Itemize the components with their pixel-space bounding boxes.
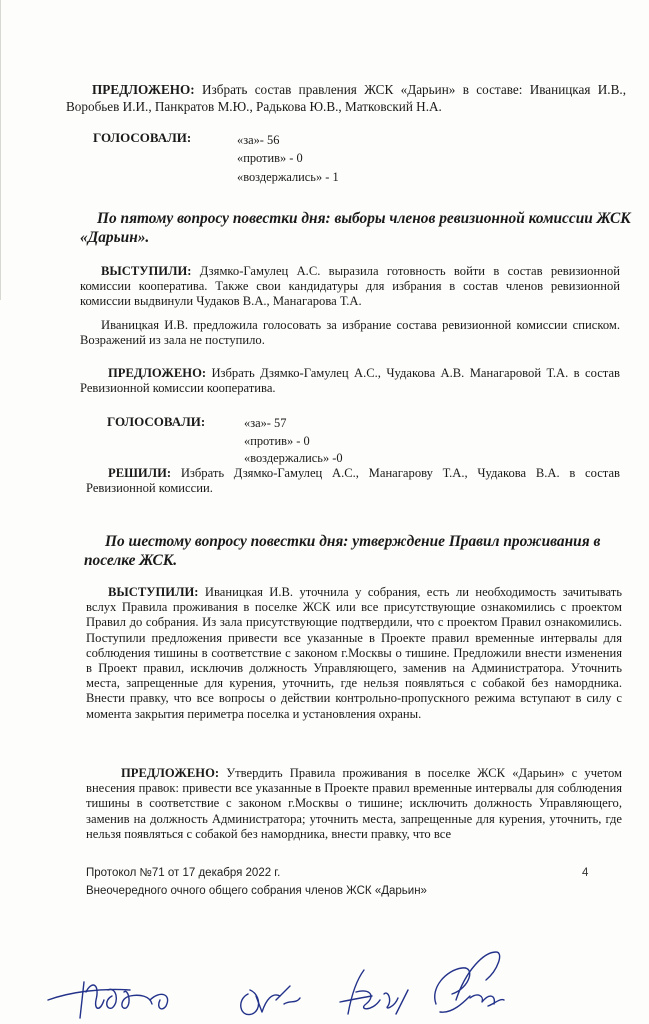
signatures xyxy=(0,930,649,1024)
speakers-paragraph-5 xyxy=(80,264,620,310)
vote-abstained: «воздержались» - 1 xyxy=(237,170,339,184)
speakers-label: ВЫСТУПИЛИ: xyxy=(108,585,199,599)
speakers-text: Дзямко-Гамулец А.С. выразила готовность войти в состав ревизионной комиссии кооператива. Также свои кандидатуры для избрания в состав членов ревизионной комиссии выдвинули Чудаков В.А., Манагарова Т.А. xyxy=(80,264,620,309)
footer-meeting-line: Внеочередного очного общего собрания членов ЖСК «Дарьин» xyxy=(86,885,427,897)
signature-4 xyxy=(435,952,504,1012)
speakers-text: Иваницкая И.В. уточнила у собрания, есть ли необходимость зачитывать вслух Правила проживания в поселке ЖСК или все присутствующие ознакомились с проектом Правил до собрания. Из зала присутствующие подтвердили, что с проектом Правил ознакомились. Поступили предложения привести все указанные в Проекте правил временные интервалы для соблюдения тишины в соответствие с законом г.Москвы о тишине. Предложили внести изменения в Проект правил, исключив должность Управляющего, заменив на Администратора. Уточнить места, запрещенные для курения, уточнить, где нельзя появляться с собакой без намордника. Внести правку, что все вопросы о действии контрольно-пропускного режима вступают в силу с момента закрытия периметра поселка и установления охраны. xyxy=(86,585,623,721)
vote-label: ГОЛОСОВАЛИ: xyxy=(107,414,206,429)
speakers-paragraph-6 xyxy=(86,585,622,722)
signature-1 xyxy=(48,982,168,1018)
proposal-rules-paragraph xyxy=(86,766,622,842)
proposal-text: Избрать Дзямко-Гамулец А.С., Чудакова А.В. Манагаровой Т.А. в состав Ревизионной комиссии кооператива. xyxy=(80,366,620,396)
proposal-text: Утвердить Правила проживания в поселке ЖСК «Дарьин» с учетом внесения правок: привести все указанные в Проекте правил временные интервалы для соблюдения тишины в соответствие с законом г.Москвы о тишине; исключить должность Управляющего, заменив на должность Администратора; уточнить места, запрещенные для курения, уточнить, где нельзя появляться с собакой без намордника, внести правку, что все xyxy=(86,766,622,841)
agenda-item-6-heading: По шестому вопросу повестки дня: утверждение Правил проживания в поселке ЖСК. xyxy=(84,533,601,569)
resolution-label: РЕШИЛИ: xyxy=(108,466,172,480)
agenda-item-5-heading: По пятому вопросу повестки дня: выборы членов ревизионной комиссии ЖСК «Дарьин». xyxy=(80,210,631,246)
vote-abstained: «воздержались» -0 xyxy=(244,451,343,465)
vote-against: «против» - 0 xyxy=(244,434,310,448)
proposal-board-paragraph xyxy=(66,81,626,115)
proposal-audit-paragraph xyxy=(80,366,620,396)
proposal-label: ПРЕДЛОЖЕНО: xyxy=(92,82,195,97)
proposal-label: ПРЕДЛОЖЕНО: xyxy=(121,766,220,780)
resolution-text: Избрать Дзямко-Гамулец А.С., Манагарову Т.А., Чудакова В.А. в состав Ревизионной комиссии. xyxy=(86,466,620,496)
signature-2 xyxy=(241,986,300,1015)
page-edge xyxy=(0,0,11,300)
proposal-text: Избрать состав правления ЖСК «Дарьин» в составе: Иваницкая И.В., Воробьев И.И., Панкратов М.Ю., Радькова Ю.В., Матковский Н.А. xyxy=(66,82,626,114)
footer-protocol-line: Протокол №71 от 17 декабря 2022 г. xyxy=(86,867,281,879)
resolution-audit-paragraph xyxy=(86,466,620,496)
page-number: 4 xyxy=(582,867,589,879)
proposal-label: ПРЕДЛОЖЕНО: xyxy=(108,366,207,380)
vote-for: «за»- 57 xyxy=(244,416,287,430)
speakers-paragraph-5b xyxy=(80,318,620,348)
speakers-label: ВЫСТУПИЛИ: xyxy=(101,264,192,278)
vote-label: ГОЛОСОВАЛИ: xyxy=(93,130,192,145)
speakers-text-2: Иваницкая И.В. предложила голосовать за избрание состава ревизионной комиссии списком. Возражений из зала не поступило. xyxy=(80,318,620,348)
vote-against: «против» - 0 xyxy=(237,151,303,165)
vote-for: «за»- 56 xyxy=(237,133,280,147)
signature-3 xyxy=(340,970,408,1014)
